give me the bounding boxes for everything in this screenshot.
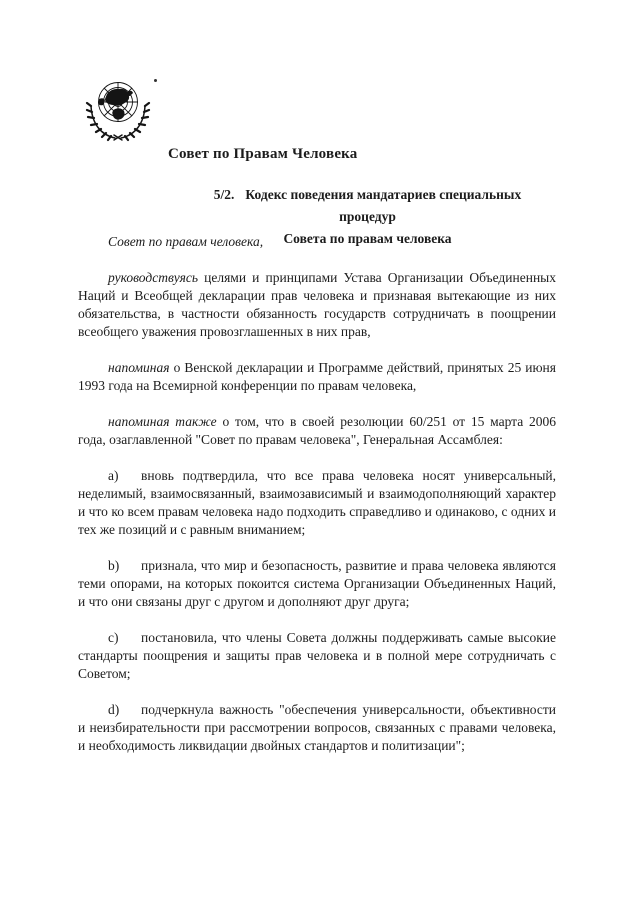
- paragraph: [78, 269, 556, 341]
- paragraph: [78, 233, 556, 251]
- paragraph: [78, 359, 556, 395]
- paragraph-text: признала, что мир и безопасность, развитие и права человека являются теми опорами, на которых покоится система Организации Объединенных Наций, и что они связаны друг с другом и дополняют друг друга;: [78, 558, 556, 609]
- paragraph: [78, 557, 556, 611]
- resolution-heading-line1: [189, 184, 546, 228]
- paragraph-text: подчеркнула важность "обеспечения универсальности, объективности и неизбирательности при рассмотрении вопросов, связанных с правами человека, и необходимость ликвидации двойных стандартов и политизации";: [78, 702, 556, 753]
- paragraph-text: о Венской декларации и Программе действий, принятых 25 июня 1993 года на Всемирной конференции по правам человека,: [78, 360, 556, 393]
- paragraph-text: целями и принципами Устава Организации Объединенных Наций и Всеобщей декларации прав человека и признавая вытекающие из них обязательства, в частности обязанность государств сотрудничать в поощрении всеобщего уважения провозглашенных в них прав,: [78, 270, 556, 339]
- paragraph-lead: напоминая: [108, 360, 170, 375]
- paragraph: [78, 467, 556, 539]
- resolution-number: 5/2.: [213, 187, 235, 202]
- paragraph: [78, 701, 556, 755]
- resolution-title: Кодекс поведения мандатариев специальных процедур: [245, 187, 522, 224]
- paragraph-text: постановила, что члены Совета должны поддерживать самые высокие стандарты поощрения и защиты прав человека и в полной мере сотрудничать с Советом;: [78, 630, 556, 681]
- paragraph-text: Совет по правам человека,: [108, 234, 264, 249]
- un-emblem-icon: [85, 77, 151, 143]
- paragraph: [78, 413, 556, 449]
- scan-speck: [154, 79, 157, 82]
- paragraph: [78, 629, 556, 683]
- paragraph-lead: напоминая также: [108, 414, 217, 429]
- item-letter: c): [108, 630, 119, 645]
- item-letter: d): [108, 702, 120, 717]
- paragraph-lead: руководствуясь: [108, 270, 198, 285]
- paragraph-text: вновь подтвердила, что все права человека носят универсальный, неделимый, взаимосвязанный, взаимозависимый и взаимодополняющий характер и что ко всем правам человека надо подходить справедливо и одинаково, с одних и тех же позиций и с равным вниманием;: [78, 468, 556, 537]
- paragraph-text: о том, что в своей резолюции 60/251 от 15 марта 2006 года, озаглавленной "Совет по правам человека", Генеральная Ассамблея:: [78, 414, 557, 447]
- resolution-heading-line2: Совета по правам человека: [283, 231, 452, 246]
- item-letter: b): [108, 558, 120, 573]
- document-title: Совет по Правам Человека: [168, 146, 358, 162]
- item-letter: a): [108, 468, 119, 483]
- document-body: [78, 233, 556, 773]
